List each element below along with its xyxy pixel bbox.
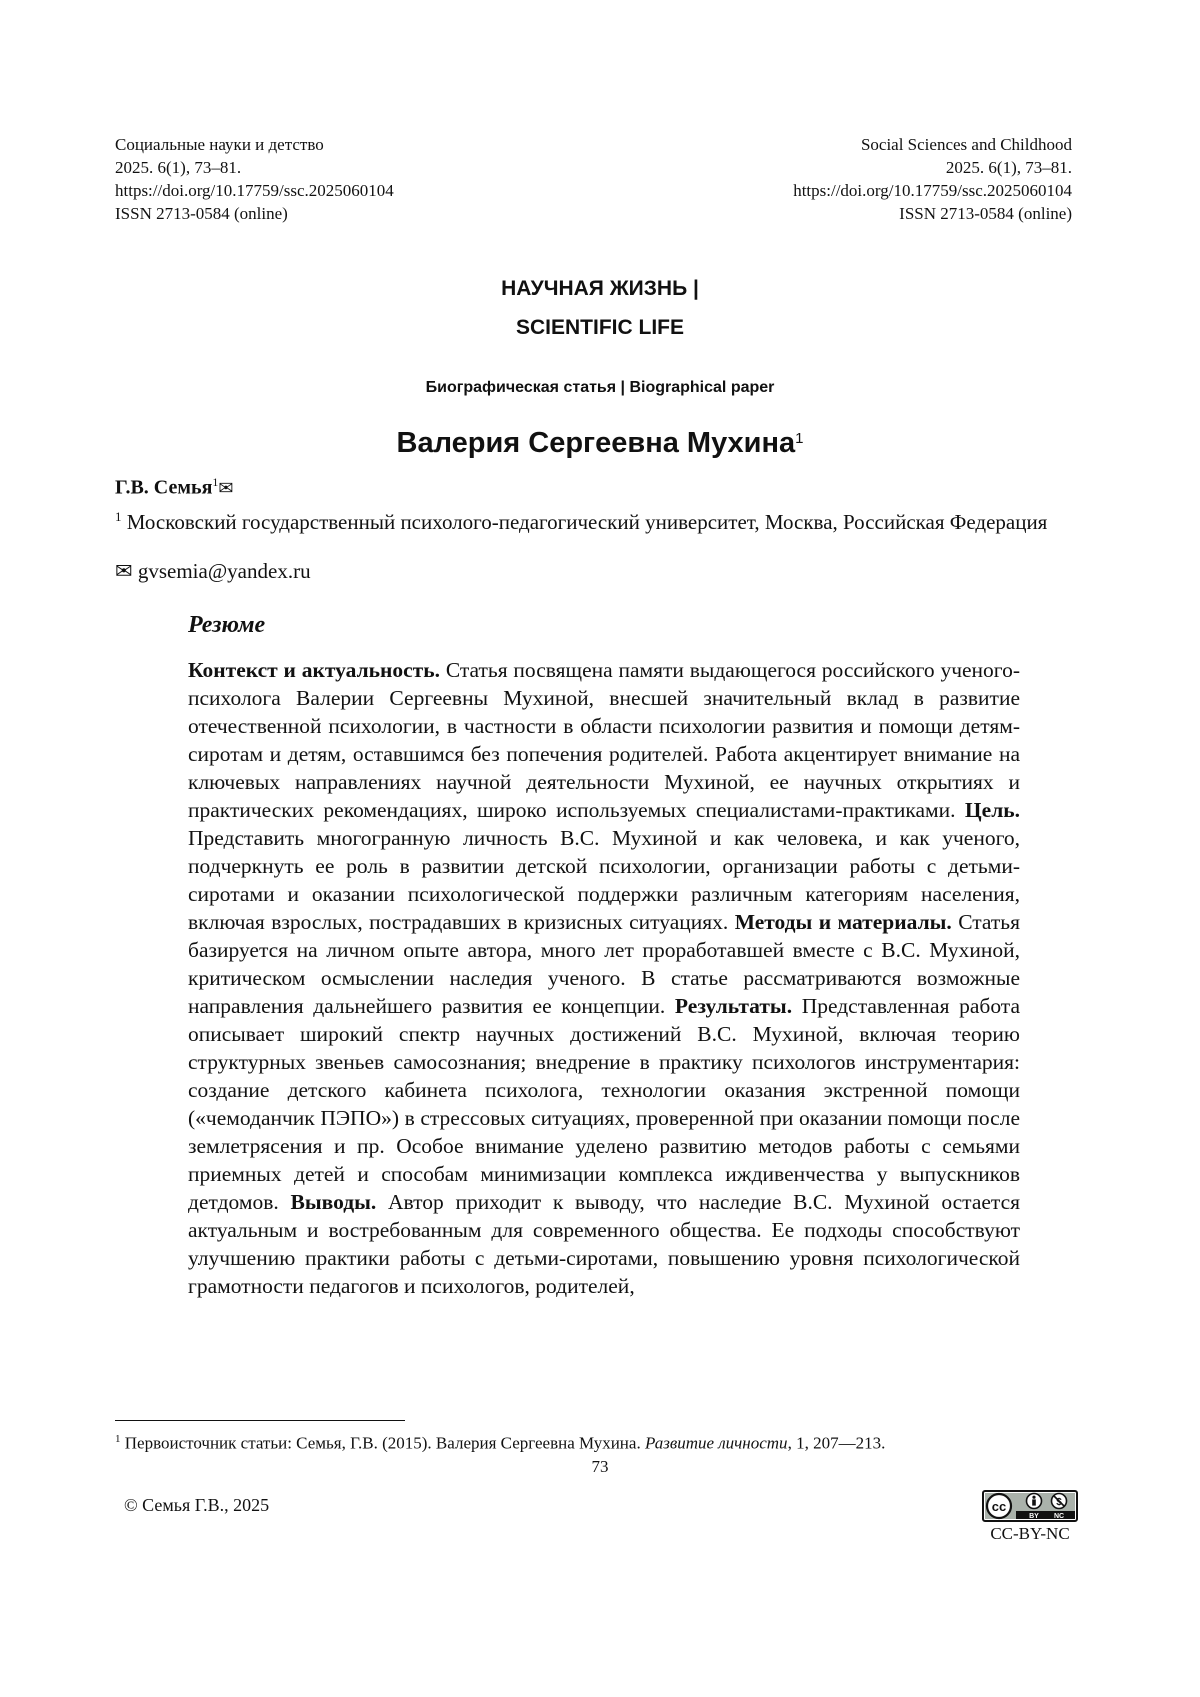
- header-left: [115, 133, 394, 225]
- footnote-pages: , 1, 207—213.: [788, 1434, 886, 1453]
- envelope-icon: ✉: [115, 559, 133, 583]
- affiliation-mark: 1: [115, 509, 122, 524]
- paper-type: Биографическая статья | Biographical paper: [0, 379, 1200, 397]
- section-title-en: SCIENTIFIC LIFE: [0, 316, 1200, 340]
- footnote: [115, 1433, 885, 1454]
- abstract-text-methods: Статья базируется на личном опыте автора, много лет проработавшей вместе с В.С. Мухиной, критическом осмыслении наследия ученого. В статье рассматриваются возможные направления дальнейшего развития ее концепции.: [188, 910, 1020, 1018]
- section-title-ru: НАУЧНАЯ ЖИЗНЬ |: [0, 277, 1200, 301]
- doi-link-en[interactable]: https://doi.org/10.17759/ssc.2025060104: [793, 179, 1072, 202]
- author-email[interactable]: gvsemia@yandex.ru: [138, 559, 311, 583]
- footnote-text: Первоисточник статьи: Семья, Г.В. (2015). Валерия Сергеевна Мухина.: [125, 1434, 641, 1453]
- abstract-label-conclusions: Выводы.: [291, 1190, 377, 1214]
- article-title-text: Валерия Сергеевна Мухина: [397, 427, 796, 459]
- issn-ru: ISSN 2713-0584 (online): [115, 202, 394, 225]
- affiliation-text: Московский государственный психолого-педагогический университет, Москва, Российская Федерация: [127, 510, 1048, 534]
- cc-badge-by-label: BY: [1029, 1513, 1039, 1520]
- abstract-text-conclusions: Автор приходит к выводу, что наследие В.С. Мухиной остается актуальным и востребованным для современного общества. Ее подходы способствуют улучшению практики работы с детьми-сиротами, повышению уровня психологической грамотности педагогов и психологов, родителей,: [188, 1190, 1020, 1298]
- journal-name-ru: Социальные науки и детство: [115, 133, 394, 156]
- footnote-rule: [115, 1420, 405, 1421]
- issn-en: ISSN 2713-0584 (online): [793, 202, 1072, 225]
- abstract-text-context: Статья посвящена памяти выдающегося российского ученого-психолога Валерии Сергеевны Мухиной, внесшей значительный вклад в развитие отечественной психологии, в частности в области психологии развития и помощи детям-сиротам и детям, оставшимся без попечения родителей. Работа акцентирует внимание на ключевых направлениях научной деятельности Мухиной, ее научных открытиях и практических рекомендациях, широко используемых специалистами-практиками.: [188, 658, 1020, 822]
- affiliation: [115, 503, 1105, 536]
- article-title: [0, 427, 1200, 460]
- abstract-label-results: Результаты.: [675, 994, 792, 1018]
- envelope-icon: ✉: [218, 478, 233, 499]
- author-name: Г.В. Семья: [115, 477, 212, 499]
- abstract-text-goal: Представить многогранную личность В.С. Мухиной и как человека, и как ученого, подчеркнуть ее роль в развитии детской психологии, организации работы с детьми-сиротами и оказании психологической поддержки различным категориям населения, включая взрослых, пострадавших в кризисных ситуациях.: [188, 826, 1020, 934]
- page-number: 73: [0, 1457, 1200, 1477]
- abstract-body: [188, 656, 1020, 1388]
- doi-link-ru[interactable]: https://doi.org/10.17759/ssc.2025060104: [115, 179, 394, 202]
- cc-by-nc-icon[interactable]: [982, 1490, 1078, 1522]
- journal-name-en: Social Sciences and Childhood: [793, 133, 1072, 156]
- header-right: [793, 133, 1072, 225]
- author-line: [115, 475, 234, 500]
- year-volume-en: 2025. 6(1), 73–81.: [793, 156, 1072, 179]
- author-affil-mark: 1: [212, 475, 218, 489]
- abstract-text-results: Представленная работа описывает широкий спектр научных достижений В.С. Мухиной, включая теорию структурных звеньев самосознания; внедрение в практику психологов инструментария: создание детского кабинета психолога, технологии оказания экстренной помощи («чемоданчик ПЭПО») в стрессовых ситуациях, проверенной при оказании помощи после землетрясения и пр. Особое внимание уделено развитию методов работы с семьями приемных детей и способам минимизации комплекса иждивенчества у выпускников детдомов.: [188, 994, 1020, 1214]
- year-volume-ru: 2025. 6(1), 73–81.: [115, 156, 394, 179]
- svg-text:cc: cc: [992, 1499, 1006, 1514]
- footnote-journal: Развитие личности: [645, 1434, 788, 1453]
- svg-text:$: $: [1056, 1497, 1062, 1508]
- abstract-label-context: Контекст и актуальность.: [188, 658, 440, 682]
- cc-badge-nc-label: NC: [1054, 1513, 1064, 1520]
- abstract-label-goal: Цель.: [965, 798, 1020, 822]
- license-label[interactable]: CC-BY-NC: [981, 1524, 1079, 1544]
- footnote-mark: 1: [115, 1433, 121, 1445]
- abstract-label-methods: Методы и материалы.: [735, 910, 952, 934]
- email-line: [115, 559, 311, 584]
- copyright: © Семья Г.В., 2025: [124, 1495, 269, 1516]
- page: [0, 0, 1200, 1697]
- title-footnote-mark[interactable]: 1: [795, 430, 803, 447]
- abstract-heading: Резюме: [188, 612, 265, 639]
